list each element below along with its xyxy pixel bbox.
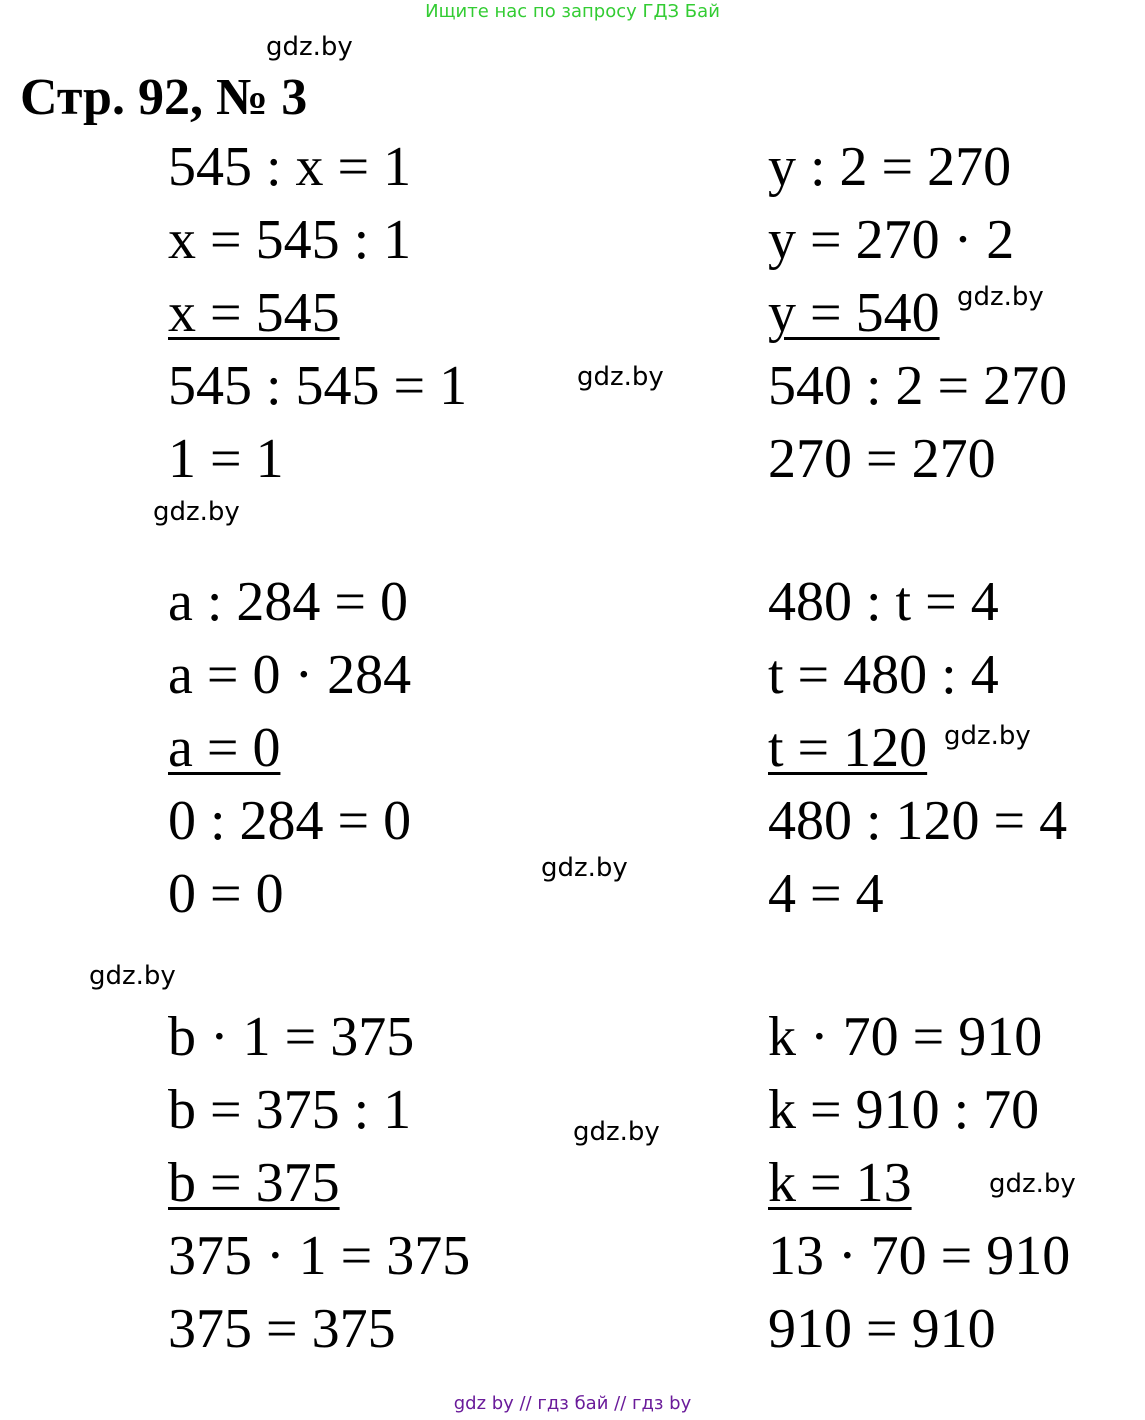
check-result-line: 910 = 910: [768, 1298, 996, 1360]
answer-line: y = 540: [768, 282, 940, 344]
answer-line: a = 0: [168, 717, 281, 779]
equation-line: b = 375 : 1: [168, 1079, 412, 1141]
check-result-line: 1 = 1: [168, 428, 284, 490]
check-result-line: 375 = 375: [168, 1298, 396, 1360]
equation-line: k = 910 : 70: [768, 1079, 1040, 1141]
watermark: gdz.by: [573, 1117, 660, 1147]
watermark: gdz.by: [577, 362, 664, 392]
footer-links: gdz by // гдз бай // гдз by: [453, 1393, 692, 1414]
equation-line: b · 1 = 375: [168, 1006, 415, 1068]
check-line: 0 : 284 = 0: [168, 790, 412, 852]
watermark: gdz.by: [957, 282, 1044, 312]
answer-line: x = 545: [168, 282, 340, 344]
equation-line: x = 545 : 1: [168, 209, 412, 271]
watermark: gdz.by: [89, 961, 176, 991]
equation-line: a = 0 · 284: [168, 644, 412, 706]
top-banner: Ищите нас по запросу ГДЗ Бай: [425, 1, 720, 22]
watermark: gdz.by: [153, 497, 240, 527]
watermark: gdz.by: [541, 853, 628, 883]
watermark: gdz.by: [989, 1169, 1076, 1199]
check-line: 540 : 2 = 270: [768, 355, 1068, 417]
equation-line: y = 270 · 2: [768, 209, 1015, 271]
answer-line: b = 375: [168, 1152, 340, 1214]
equation-line: 545 : x = 1: [168, 136, 412, 198]
equation-line: a : 284 = 0: [168, 571, 408, 633]
equation-line: 480 : t = 4: [768, 571, 999, 633]
equation-line: t = 480 : 4: [768, 644, 999, 706]
answer-line: t = 120: [768, 717, 928, 779]
check-result-line: 0 = 0: [168, 863, 284, 925]
equation-line: k · 70 = 910: [768, 1006, 1043, 1068]
check-result-line: 4 = 4: [768, 863, 884, 925]
check-result-line: 270 = 270: [768, 428, 996, 490]
check-line: 545 : 545 = 1: [168, 355, 468, 417]
equation-line: y : 2 = 270: [768, 136, 1012, 198]
check-line: 13 · 70 = 910: [768, 1225, 1071, 1287]
answer-line: k = 13: [768, 1152, 912, 1214]
check-line: 375 · 1 = 375: [168, 1225, 471, 1287]
watermark: gdz.by: [944, 721, 1031, 751]
watermark: gdz.by: [266, 32, 353, 62]
page-title: Стр. 92, № 3: [20, 69, 308, 126]
check-line: 480 : 120 = 4: [768, 790, 1068, 852]
